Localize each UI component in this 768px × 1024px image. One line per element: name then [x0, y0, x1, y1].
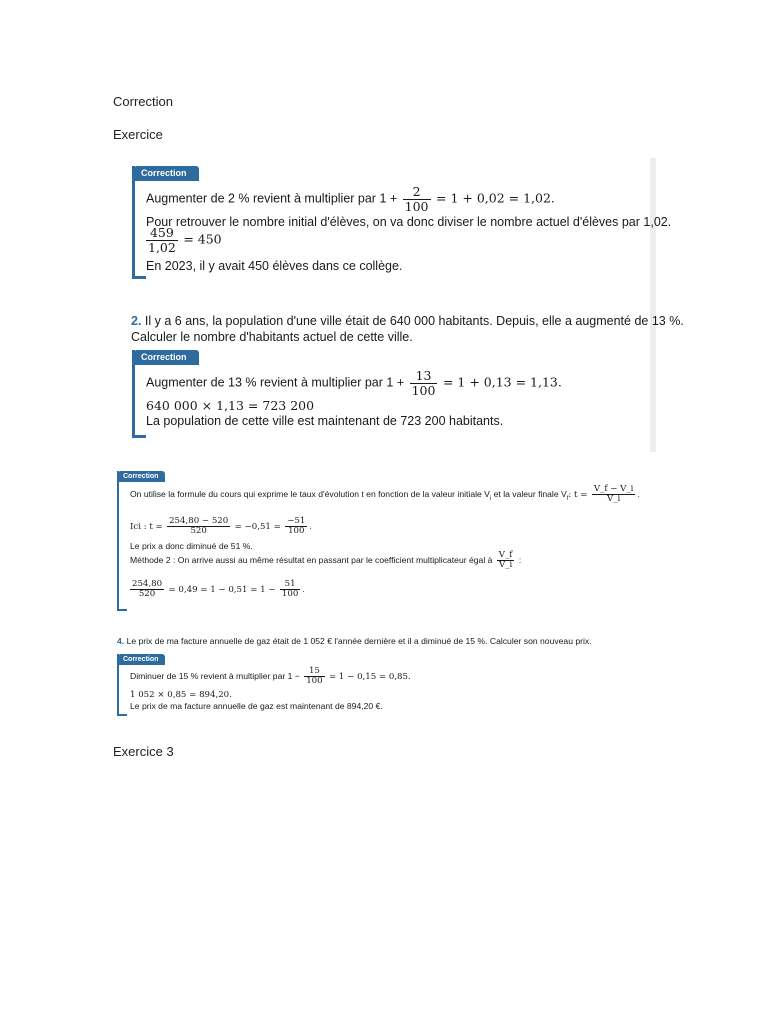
question-2: 2. Il y a 6 ans, la population d'une ville était de 640 000 habitants. Depuis, elle a augmenté de 13 %.: [131, 314, 684, 328]
box3-line-2: Ici : t = $\frac{254,80 - 520}{520}$ = −0,51 = $\frac{-51}{100}$ .: [130, 516, 312, 537]
correction-badge: Correction: [118, 654, 165, 665]
box4-line-1: Diminuer de 15 % revient à multiplier par 1 − $\frac{15}{100}$ = 1 − 0,15 = 0,85.: [130, 666, 411, 687]
heading-correction: Correction: [113, 94, 173, 109]
box1-line-1: Augmenter de 2 % revient à multiplier par 1 + $\frac{2}{100}$ = 1 + 0,02 = 1,02.: [146, 184, 555, 214]
question-4: 4. Le prix de ma facture annuelle de gaz était de 1 052 € l'année dernière et il a diminué de 15 %. Calculer son nouveau prix.: [117, 636, 592, 646]
box-bottom-tick: [132, 276, 146, 279]
box3-line-4: Méthode 2 : On arrive aussi au même résultat en passant par le coefficient multiplicateur égal à $\frac{V\_f}{V\_i}$ :: [130, 550, 522, 571]
box4-line-2: 1 052 × 0,85 = 894,20.: [130, 690, 232, 700]
correction-badge: Correction: [118, 471, 165, 482]
correction-badge: Correction: [134, 350, 199, 365]
box1-line-3: $\frac{459}{1,02}$ = 450: [148, 225, 222, 255]
heading-exercice-3: Exercice 3: [113, 744, 174, 759]
box2-line-3: La population de cette ville est maintenant de 723 200 habitants.: [146, 414, 504, 428]
box-left-bar: [132, 350, 135, 438]
box4-line-3: Le prix de ma facture annuelle de gaz est maintenant de 894,20 €.: [130, 701, 383, 711]
box3-line-1: On utilise la formule du cours qui exprime le taux d'évolution t en fonction de la valeur initiale $V_i$ et la valeur finale $V_f$: t = $\frac{V\_f - V\_i}{V\_i}$ .: [130, 484, 640, 505]
image-edge-shadow: [650, 158, 656, 452]
box-bottom-tick: [132, 435, 146, 438]
box-left-bar: [117, 471, 119, 611]
heading-exercice: Exercice: [113, 127, 163, 142]
box2-line-1: Augmenter de 13 % revient à multiplier par 1 + $\frac{13}{100}$ = 1 + 0,13 = 1,13.: [146, 368, 562, 398]
box1-line-4: En 2023, il y avait 450 élèves dans ce collège.: [146, 259, 403, 273]
box1-line-2: Pour retrouver le nombre initial d'élèves, on va donc diviser le nombre actuel d'élèves par 1,02.: [146, 215, 672, 229]
box-bottom-tick: [117, 714, 127, 716]
box3-line-5: $\frac{254,80}{520}$ = 0,49 = 1 − 0,51 = 1 − $\frac{51}{100}$ .: [132, 579, 305, 600]
question-2-line-2: Calculer le nombre d'habitants actuel de cette ville.: [131, 330, 413, 344]
correction-badge: Correction: [134, 166, 199, 181]
box2-line-2: 640 000 × 1,13 = 723 200: [146, 398, 315, 413]
box-left-bar: [117, 654, 119, 716]
box3-line-3: Le prix a donc diminué de 51 %.: [130, 541, 253, 551]
box-bottom-tick: [117, 609, 127, 611]
box-left-bar: [132, 166, 135, 278]
